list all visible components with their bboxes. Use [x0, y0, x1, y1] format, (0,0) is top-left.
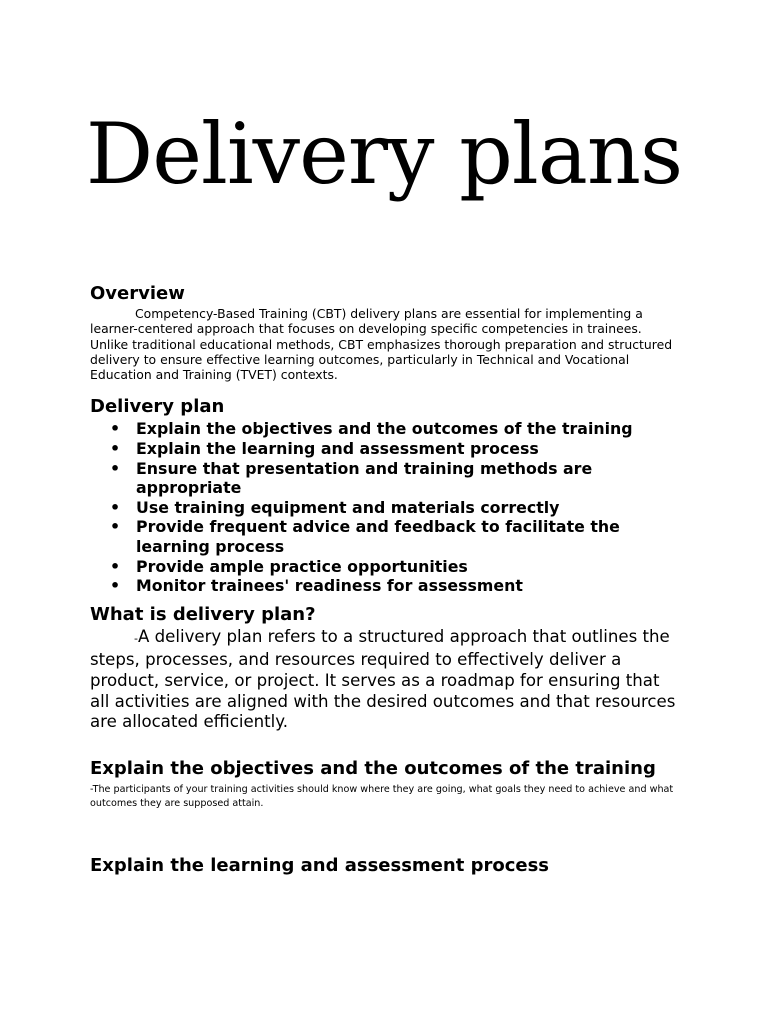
- list-item: [90, 419, 680, 439]
- list-item-text: Monitor trainees' readiness for assessment: [136, 576, 523, 596]
- delivery-plan-section: [90, 395, 680, 595]
- list-item-text: Provide frequent advice and feedback to facilitate the learning process: [136, 517, 620, 557]
- objectives-section: [90, 757, 680, 811]
- list-item-text: Explain the objectives and the outcomes of the training: [136, 419, 633, 439]
- delivery-plan-heading: Delivery plan: [90, 396, 225, 418]
- bullet-icon: •: [110, 517, 121, 537]
- document-title: Delivery plans: [85, 105, 683, 203]
- learning-process-section: [90, 854, 680, 878]
- what-is-paragraph: [90, 627, 680, 734]
- overview-heading: Overview: [90, 283, 185, 304]
- bullet-icon: •: [110, 419, 121, 439]
- document-body: [90, 282, 680, 878]
- list-item: [90, 517, 680, 556]
- what-is-section: [90, 603, 680, 734]
- objectives-paragraph: -The participants of your training activities should know where they are going, what goals they need to achieve and what outcomes they are supposed attain.: [90, 784, 674, 810]
- list-item-text: Use training equipment and materials correctly: [136, 497, 560, 517]
- bullet-icon: •: [110, 458, 121, 478]
- bullet-icon: •: [110, 439, 121, 459]
- list-item: [90, 557, 680, 577]
- overview-section: [90, 282, 680, 382]
- what-is-heading: What is delivery plan?: [90, 603, 316, 625]
- overview-paragraph: [90, 306, 680, 382]
- delivery-plan-list: [90, 419, 680, 595]
- learning-process-heading: Explain the learning and assessment process: [90, 855, 550, 877]
- bullet-icon: •: [110, 497, 121, 517]
- list-item-text: Ensure that presentation and training methods are appropriate: [136, 458, 593, 498]
- overview-text: Competency-Based Training (CBT) delivery plans are essential for implementing a learner-centered approach that focuses on developing specific competencies in trainees. Unlike traditional educational methods, CBT emphasizes thorough preparation and structured delivery to ensure effective learning outcomes, particularly in Technical and Vocational Education and Training (TVET) contexts.: [90, 306, 673, 383]
- list-item: [90, 459, 680, 498]
- what-is-text: A delivery plan refers to a structured approach that outlines the steps, processes, and resources required to effectively deliver a product, service, or project. It serves as a roadmap for ensuring that all activities are aligned with the desired outcomes and that resources are allocated efficiently.: [90, 626, 676, 732]
- bullet-icon: •: [110, 556, 121, 576]
- list-item-text: Provide ample practice opportunities: [136, 556, 468, 576]
- list-item-text: Explain the learning and assessment process: [136, 439, 539, 459]
- objectives-heading: Explain the objectives and the outcomes of the training: [90, 758, 656, 780]
- list-item: [90, 439, 680, 459]
- dash-mark: -: [134, 631, 138, 645]
- list-item: [90, 498, 680, 518]
- list-item: [90, 576, 680, 596]
- bullet-icon: •: [110, 576, 121, 596]
